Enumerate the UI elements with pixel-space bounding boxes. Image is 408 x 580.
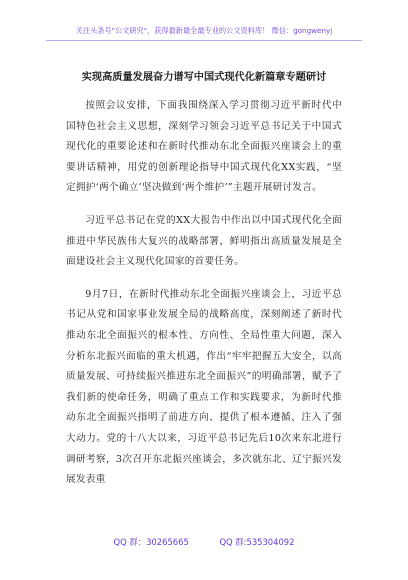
- document-body: [66, 96, 342, 503]
- footer-qq-group-2: QQ 群:535304092: [219, 537, 295, 547]
- paragraph-2: 习近平总书记在党的XX大报告中作出以中国式现代化全面推进中华民族伟大复兴的战略部署，鲜明指出高质量发展是全面建设社会主义现代化国家的首要任务。: [66, 214, 342, 268]
- header-divider: [46, 40, 362, 41]
- paragraph-1: 按照会议安排，下面我围绕深入学习贯彻习近平新时代中国特色社会主义思想，深刻学习领会习近平总书记关于中国式现代化的重要论述和在新时代推动东北全面振兴座谈会上的重要讲话精神，用党的创新理论指导中国式现代化XX实践，“坚定拥护‘两个确立’坚决做到‘两个维护’”主题开展研讨发言。: [66, 100, 342, 194]
- page-title: 实现高质量发展奋力谱写中国式现代化新篇章专题研讨: [81, 72, 327, 83]
- footer-qq-group-1: QQ 群：30265665: [113, 537, 189, 547]
- footer-contacts: [0, 536, 408, 548]
- paragraph-3: 9月7日，在新时代推动东北全面振兴座谈会上，习近平总书记从党和国家事业发展全局的战略高度，深刻阐述了新时代推动东北全面振兴的根本性、方向性、全局性重大问题，深入分析东北振兴面临的重大机遇，作出“牢牢把握五大安全，以高质量发展、可持续振兴推进东北全面振兴”的明确部署，赋予了我们新的使命任务，明确了重点工作和实践要求，为新时代推动东北全面振兴指明了前进方向、提供了根本遵循、注入了强大动力。党的十八大以来，习近平总书记先后10次来东北进行调研考察，3次召开东北振兴座谈会，多次就东北、辽宁振兴发展发表重: [66, 288, 342, 486]
- header-banner: 关注头条号"公文研究"，获得最新最全最专业的公文资料库！ 微信：gongwenyj: [75, 26, 333, 35]
